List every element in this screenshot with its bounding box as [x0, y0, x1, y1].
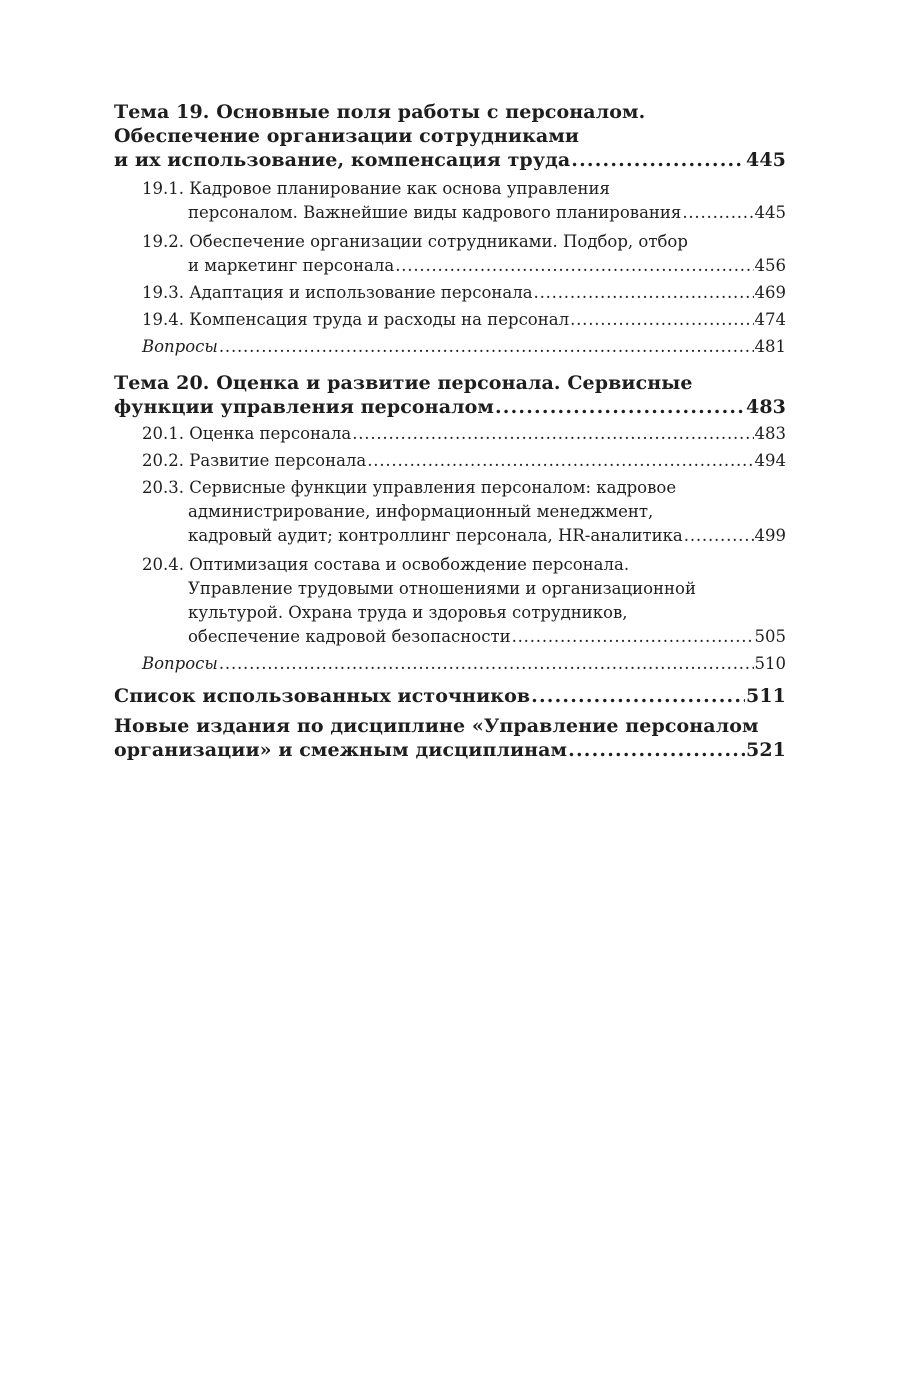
toc-section-19-3[interactable]: [114, 281, 786, 305]
toc-section-19-1-page: 445: [754, 203, 786, 222]
toc-section-20-2[interactable]: [114, 449, 786, 473]
dot-leader: [531, 684, 745, 708]
toc-section-20-1-line-1: 20.1. Оценка персонала: [142, 424, 352, 443]
dot-leader: [684, 524, 754, 548]
toc-section-20-2-line-1: 20.2. Развитие персонала: [142, 451, 367, 470]
toc-section-19-1[interactable]: [114, 177, 786, 225]
toc-topic-19-page: 445: [746, 149, 786, 171]
toc-new-editions-title-line-1: Новые издания по дисциплине «Управление персоналом: [114, 715, 759, 737]
toc-section-19-4-page: 474: [754, 310, 786, 329]
toc-section-20-3-line-1: 20.3. Сервисные функции управления персоналом: кадровое: [142, 478, 677, 497]
toc-topic-20-title-line-1: Тема 20. Оценка и развитие персонала. Сервисные: [114, 372, 693, 394]
toc-section-20-3-page: 499: [754, 526, 786, 545]
toc-topic-20[interactable]: [114, 371, 786, 419]
toc-section-20-4-line-2: Управление трудовыми отношениями и организационной: [188, 579, 696, 598]
toc-new-editions-title-line-2: организации» и смежным дисциплинам: [114, 739, 568, 761]
dot-leader: [219, 335, 754, 359]
toc-sources-title: Список использованных источников: [114, 685, 531, 707]
toc-section-20-1-page: 483: [754, 424, 786, 443]
toc-section-20-4-page: 505: [754, 627, 786, 646]
toc-section-19-2-line-1: 19.2. Обеспечение организации сотрудниками. Подбор, отбор: [142, 232, 688, 251]
toc-topic-19-title-line-1: Тема 19. Основные поля работы с персоналом.: [114, 101, 646, 123]
toc-section-20-1[interactable]: [114, 422, 786, 446]
toc-questions-20-label: Вопросы: [142, 654, 218, 673]
dot-leader: [570, 308, 753, 332]
toc-section-19-1-line-2: персоналом. Важнейшие виды кадрового планирования: [188, 203, 682, 222]
toc-questions-19-page: 481: [754, 337, 786, 356]
toc-section-19-2-line-2: и маркетинг персонала: [188, 256, 395, 275]
toc-section-20-4-line-3: культурой. Охрана труда и здоровья сотрудников,: [188, 603, 628, 622]
toc-sources[interactable]: [114, 684, 786, 708]
toc-questions-20-page: 510: [754, 654, 786, 673]
toc-section-20-2-page: 494: [754, 451, 786, 470]
toc-section-20-4[interactable]: [114, 553, 786, 649]
toc-new-editions[interactable]: [114, 714, 786, 762]
toc-section-19-1-line-1: 19.1. Кадровое планирование как основа управления: [142, 179, 610, 198]
dot-leader: [395, 254, 753, 278]
toc-topic-19-title-line-2: Обеспечение организации сотрудниками: [114, 125, 580, 147]
toc-section-19-2-page: 456: [754, 256, 786, 275]
toc-questions-19[interactable]: [114, 335, 786, 359]
toc-questions-20[interactable]: [114, 652, 786, 676]
toc-section-20-4-line-1: 20.4. Оптимизация состава и освобождение персонала.: [142, 555, 630, 574]
dot-leader: [571, 148, 745, 172]
toc-section-19-4[interactable]: [114, 308, 786, 332]
toc-section-20-3[interactable]: [114, 476, 786, 548]
toc-topic-20-page: 483: [746, 396, 786, 418]
table-of-contents: [114, 100, 786, 762]
toc-section-19-2[interactable]: [114, 230, 786, 278]
toc-topic-20-title-line-2: функции управления персоналом: [114, 396, 494, 418]
dot-leader: [534, 281, 754, 305]
toc-section-20-3-line-2: администрирование, информационный менеджмент,: [188, 502, 654, 521]
toc-new-editions-page: 521: [746, 739, 786, 761]
dot-leader: [682, 201, 753, 225]
dot-leader: [367, 449, 753, 473]
dot-leader: [352, 422, 753, 446]
toc-section-20-3-line-3: кадровый аудит; контроллинг персонала, HR-аналитика: [188, 526, 683, 545]
dot-leader: [495, 395, 745, 419]
dot-leader: [512, 625, 754, 649]
toc-section-20-4-line-4: обеспечение кадровой безопасности: [188, 627, 511, 646]
dot-leader: [568, 738, 745, 762]
toc-topic-19-title-line-3: и их использование, компенсация труда: [114, 149, 571, 171]
dot-leader: [219, 652, 754, 676]
toc-section-19-3-line-1: 19.3. Адаптация и использование персонала: [142, 283, 533, 302]
toc-section-19-4-line-1: 19.4. Компенсация труда и расходы на персонал: [142, 310, 570, 329]
toc-sources-page: 511: [746, 685, 786, 707]
toc-topic-19[interactable]: [114, 100, 786, 172]
toc-questions-19-label: Вопросы: [142, 337, 218, 356]
toc-section-19-3-page: 469: [754, 283, 786, 302]
